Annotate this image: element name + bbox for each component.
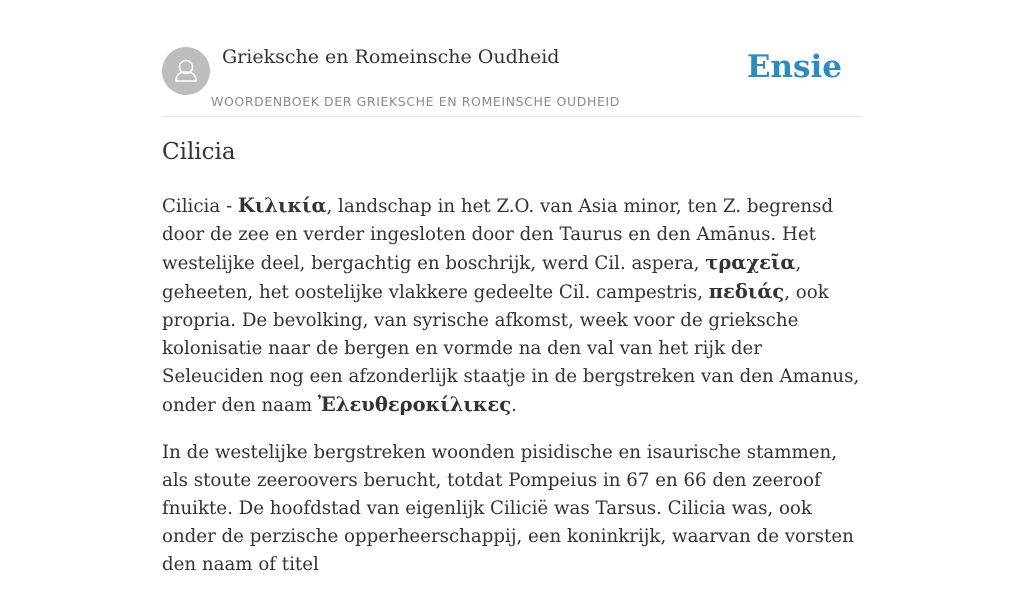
greek-term: τραχεῖα xyxy=(705,251,796,274)
article-paragraph-1 xyxy=(162,192,862,420)
paragraph-text: Cilicia - xyxy=(162,196,238,217)
source-avatar[interactable] xyxy=(162,47,210,95)
greek-term: πεδιάς xyxy=(708,280,785,303)
source-title-link[interactable]: Grieksche en Romeinsche Oudheid xyxy=(222,46,560,68)
paragraph-text: , landschap in het Z.O. van Asia minor, ten Z. begrensd door de zee en verder ingesloten door den Taurus en den Amānus. Het westelijke deel, bergachtig en boschrijk, werd Cil. aspera, xyxy=(162,196,834,274)
article-body xyxy=(162,192,862,598)
greek-term: Κιλικία xyxy=(237,194,327,217)
article-paragraph-2: In de westelijke bergstreken woonden pisidische en isaurische stammen, als stoute zeeroovers berucht, totdat Pompeius in 67 en 66 den zeeroof fnuikte. De hoofdstad van eigenlijk Cilicië was Tarsus. Cilicia was, ook onder de perzische opperheerschappij, een koninkrijk, waarvan de vorsten den naam of titel xyxy=(162,442,854,575)
source-subtitle: WOORDENBOEK DER GRIEKSCHE EN ROMEINSCHE OUDHEID xyxy=(211,94,620,109)
site-header xyxy=(162,0,862,117)
user-placeholder-icon xyxy=(162,47,210,95)
paragraph-text: , ook propria. De bevolking, van syrische afkomst, week voor de grieksche kolonisatie naar de bergen en vormde na den val van het rijk der Seleuciden nog een afzonderlijk staatje in de bergstreken van den Amanus, onder den naam xyxy=(162,282,860,416)
brand-logo-link[interactable]: Ensie xyxy=(746,49,842,85)
article-title: Cilicia xyxy=(162,139,236,165)
paragraph-text: . xyxy=(511,395,517,416)
greek-term: Ἐλευθεροκίλικες xyxy=(317,393,512,416)
paragraph-text: , geheeten, het oostelijke vlakkere gedeelte Cil. campestris, xyxy=(162,253,802,303)
